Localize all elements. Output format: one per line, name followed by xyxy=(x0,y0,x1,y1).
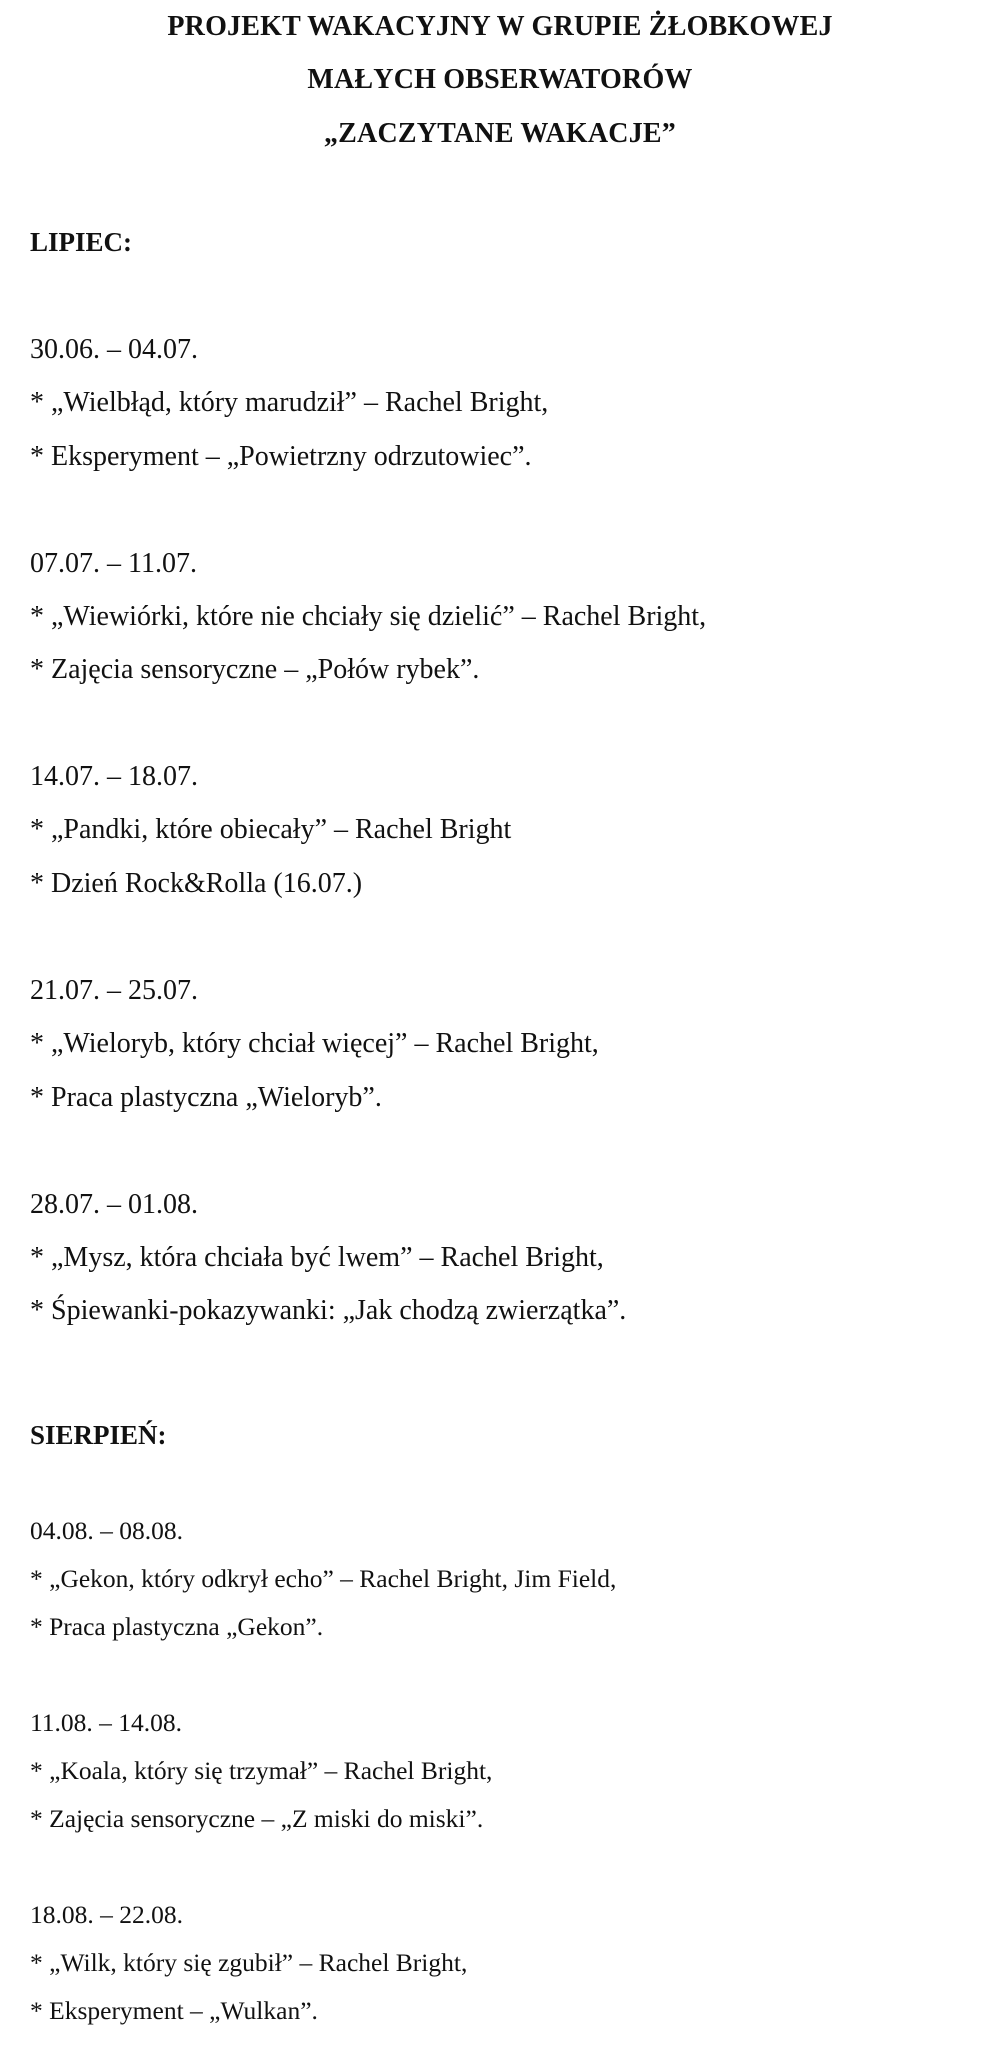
week-item: * Zajęcia sensoryczne – „Połów rybek”. xyxy=(30,654,480,685)
title-line-2: MAŁYCH OBSERWATORÓW xyxy=(307,64,693,95)
month-heading-july: LIPIEC: xyxy=(30,227,133,257)
week-dates: 18.08. – 22.08. xyxy=(30,1900,183,1929)
week-item: * Śpiewanki-pokazywanki: „Jak chodzą zwierzątka”. xyxy=(30,1295,627,1326)
week-item: * „Koala, który się trzymał” – Rachel Bright, xyxy=(30,1756,493,1785)
week-item: * Eksperyment – „Powietrzny odrzutowiec”. xyxy=(30,441,532,472)
week-dates: 07.07. – 11.07. xyxy=(30,548,197,579)
week-item: * „Wielbłąd, który marudził” – Rachel Bright, xyxy=(30,387,549,418)
week-item: * „Wilk, który się zgubił” – Rachel Bright, xyxy=(30,1948,468,1977)
week-dates: 30.06. – 04.07. xyxy=(30,334,198,365)
week-dates: 11.08. – 14.08. xyxy=(30,1708,183,1737)
week-item: * „Wieloryb, który chciał więcej” – Rachel Bright, xyxy=(30,1028,599,1059)
title-line-3: „ZACZYTANE WAKACJE” xyxy=(323,118,677,149)
week-item: * „Wiewiórki, które nie chciały się dzielić” – Rachel Bright, xyxy=(30,601,707,632)
week-dates: 04.08. – 08.08. xyxy=(30,1516,183,1545)
week-item: * Dzień Rock&Rolla (16.07.) xyxy=(30,868,363,899)
week-item: * Praca plastyczna „Wieloryb”. xyxy=(30,1082,382,1113)
month-heading-august: SIERPIEŃ: xyxy=(30,1420,167,1450)
week-dates: 21.07. – 25.07. xyxy=(30,975,198,1006)
week-item: * Praca plastyczna „Gekon”. xyxy=(30,1612,324,1641)
week-item: * Eksperyment – „Wulkan”. xyxy=(30,1996,318,2025)
week-item: * Zajęcia sensoryczne – „Z miski do miski”. xyxy=(30,1804,484,1833)
week-item: * „Gekon, który odkrył echo” – Rachel Bright, Jim Field, xyxy=(30,1564,617,1593)
week-dates: 28.07. – 01.08. xyxy=(30,1189,198,1220)
week-item: * „Mysz, która chciała być lwem” – Rachel Bright, xyxy=(30,1242,604,1273)
week-dates: 14.07. – 18.07. xyxy=(30,761,198,792)
title-line-1: PROJEKT WAKACYJNY W GRUPIE ŻŁOBKOWEJ xyxy=(167,11,833,42)
week-item: * „Pandki, które obiecały” – Rachel Bright xyxy=(30,814,512,845)
